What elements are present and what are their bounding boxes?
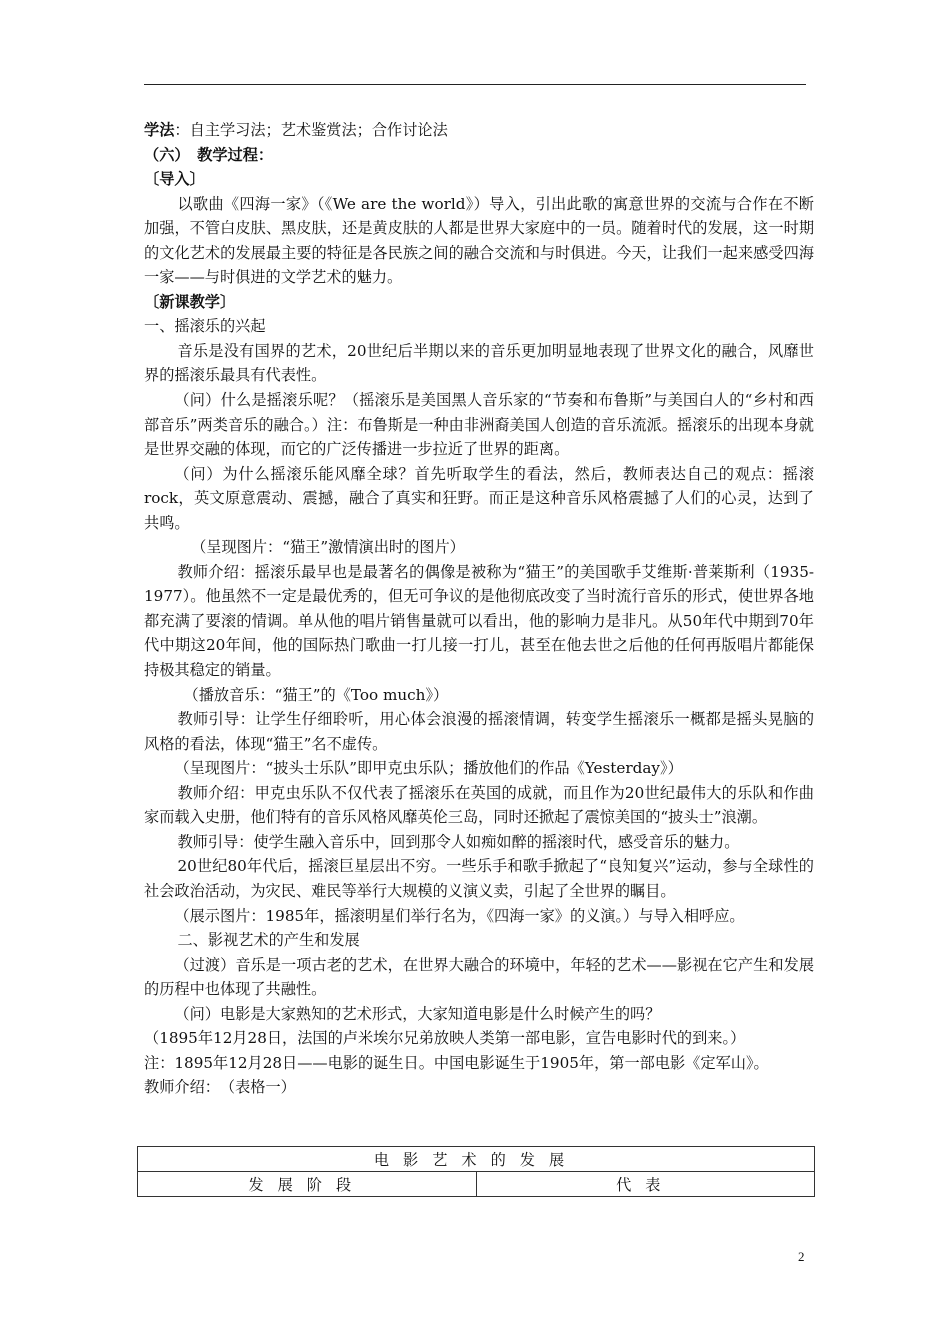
header-rule: [144, 84, 806, 85]
paragraph: （播放音乐：“猫王”的《Too much》）: [183, 685, 449, 704]
table-row: [138, 1172, 815, 1197]
table-header-representative: 代表: [476, 1172, 815, 1197]
paragraph: 教师介绍：甲克虫乐队不仅代表了摇滚乐在英国的成就，而且作为20世纪最伟大的乐队和作曲家而载入史册，他们特有的音乐风格风靡英伦三岛，同时还掀起了震惊美国的“披头士”浪潮。: [144, 783, 814, 827]
paragraph: （问）为什么摇滚乐能风靡全球？首先听取学生的看法，然后，教师表达自己的观点：摇滚rock，英文原意震动、震撼，融合了真实和狂野。而正是这种音乐风格震撼了人们的心灵，达到了共鸣。: [144, 464, 814, 532]
film-development-table: [137, 1146, 815, 1197]
new-lesson-heading: 〔新课教学〕: [144, 292, 236, 311]
paragraph: 20世纪80年代后，摇滚巨星层出不穷。一些乐手和歌手掀起了“良知复兴”运动，参与全球性的社会政治活动，为灾民、难民等举行大规模的义演义卖，引起了全世界的瞩目。: [144, 857, 814, 900]
learning-methods: [144, 118, 814, 143]
paragraph: （呈现图片：“猫王”激情演出时的图片）: [191, 538, 465, 557]
document-body: [144, 118, 814, 1100]
film-heading: 二、影视艺术的产生和发展: [177, 931, 360, 950]
learning-methods-text: ：自主学习法；艺术鉴赏法；合作讨论法: [174, 121, 448, 139]
table-row: [138, 1147, 815, 1172]
paragraph: 教师引导：使学生融入音乐中，回到那令人如痴如醉的摇滚时代，感受音乐的魅力。: [177, 832, 740, 851]
paragraph: （1895年12月28日，法国的卢米埃尔兄弟放映人类第一部电影，宣告电影时代的到来。）: [144, 1029, 746, 1048]
table-title: 电影艺术的发展: [138, 1147, 815, 1172]
table-header-stage: 发展阶段: [138, 1172, 477, 1197]
paragraph: （展示图片：1985年，摇滚明星们举行名为，《四海一家》的义演。）与导入相呼应。: [174, 906, 745, 925]
paragraph: （问）什么是摇滚乐呢？（摇滚乐是美国黑人音乐家的“节奏和布鲁斯”与美国白人的“乡村和西部音乐”两类音乐的融合。）注：布鲁斯是一种由非洲裔美国人创造的音乐流派。摇滚乐的出现本身就是世界交融的体现，而它的广泛传播进一步拉近了世界的距离。: [144, 391, 814, 459]
paragraph: 教师介绍：摇滚乐最早也是最著名的偶像是被称为“猫王”的美国歌手艾维斯·普莱斯利（1935-1977）。他虽然不一定是最优秀的，但无可争议的是他彻底改变了当时流行音乐的形式，使世界各地都充满了要滚的情调。单从他的唱片销售量就可以看出，他的影响力是非凡。从50年代中期到70年代中期这20年间，他的国际热门歌曲一打儿接一打儿，甚至在他去世之后他的任何再版唱片都能保持极其稳定的销量。: [144, 562, 814, 680]
page-number: 2: [798, 1249, 805, 1264]
paragraph: （问）电影是大家熟知的艺术形式，大家知道电影是什么时候产生的吗？: [174, 1004, 661, 1023]
learning-methods-label: 学法: [144, 121, 175, 139]
paragraph: 注：1895年12月28日——电影的诞生日。中国电影诞生于1905年，第一部电影《定军山》。: [144, 1053, 769, 1072]
paragraph: 教师介绍： （表格一）: [144, 1078, 296, 1097]
section-six-heading: （六） 教学过程：: [144, 145, 274, 164]
paragraph: （过渡）音乐是一项古老的艺术，在世界大融合的环境中，年轻的艺术——影视在它产生和发展的历程中也体现了共融性。: [144, 955, 814, 999]
intro-heading: 〔导入〕: [144, 170, 205, 189]
paragraph: 教师引导：让学生仔细聆听，用心体会浪漫的摇滚情调，转变学生摇滚乐一概都是摇头晃脑的风格的看法，体现“猫王”名不虚传。: [144, 710, 814, 753]
rock-heading: 一、摇滚乐的兴起: [144, 317, 266, 336]
paragraph: （呈现图片：“披头士乐队”即甲克虫乐队；播放他们的作品《Yesterday》）: [174, 759, 683, 778]
intro-paragraph: 以歌曲《四海一家》（《We are the world》）导入，引出此歌的寓意世界的交流与合作在不断加强，不管白皮肤、黑皮肤，还是黄皮肤的人都是世界大家庭中的一员。随着时代的发展，这一时期的文化艺术的发展最主要的特征是各民族之间的融合交流和与时俱进。今天，让我们一起来感受四海一家——与时俱进的文学艺术的魅力。: [144, 194, 814, 287]
paragraph: 音乐是没有国界的艺术，20世纪后半期以来的音乐更加明显地表现了世界文化的融合，风靡世界的摇滚乐最具有代表性。: [144, 341, 814, 385]
